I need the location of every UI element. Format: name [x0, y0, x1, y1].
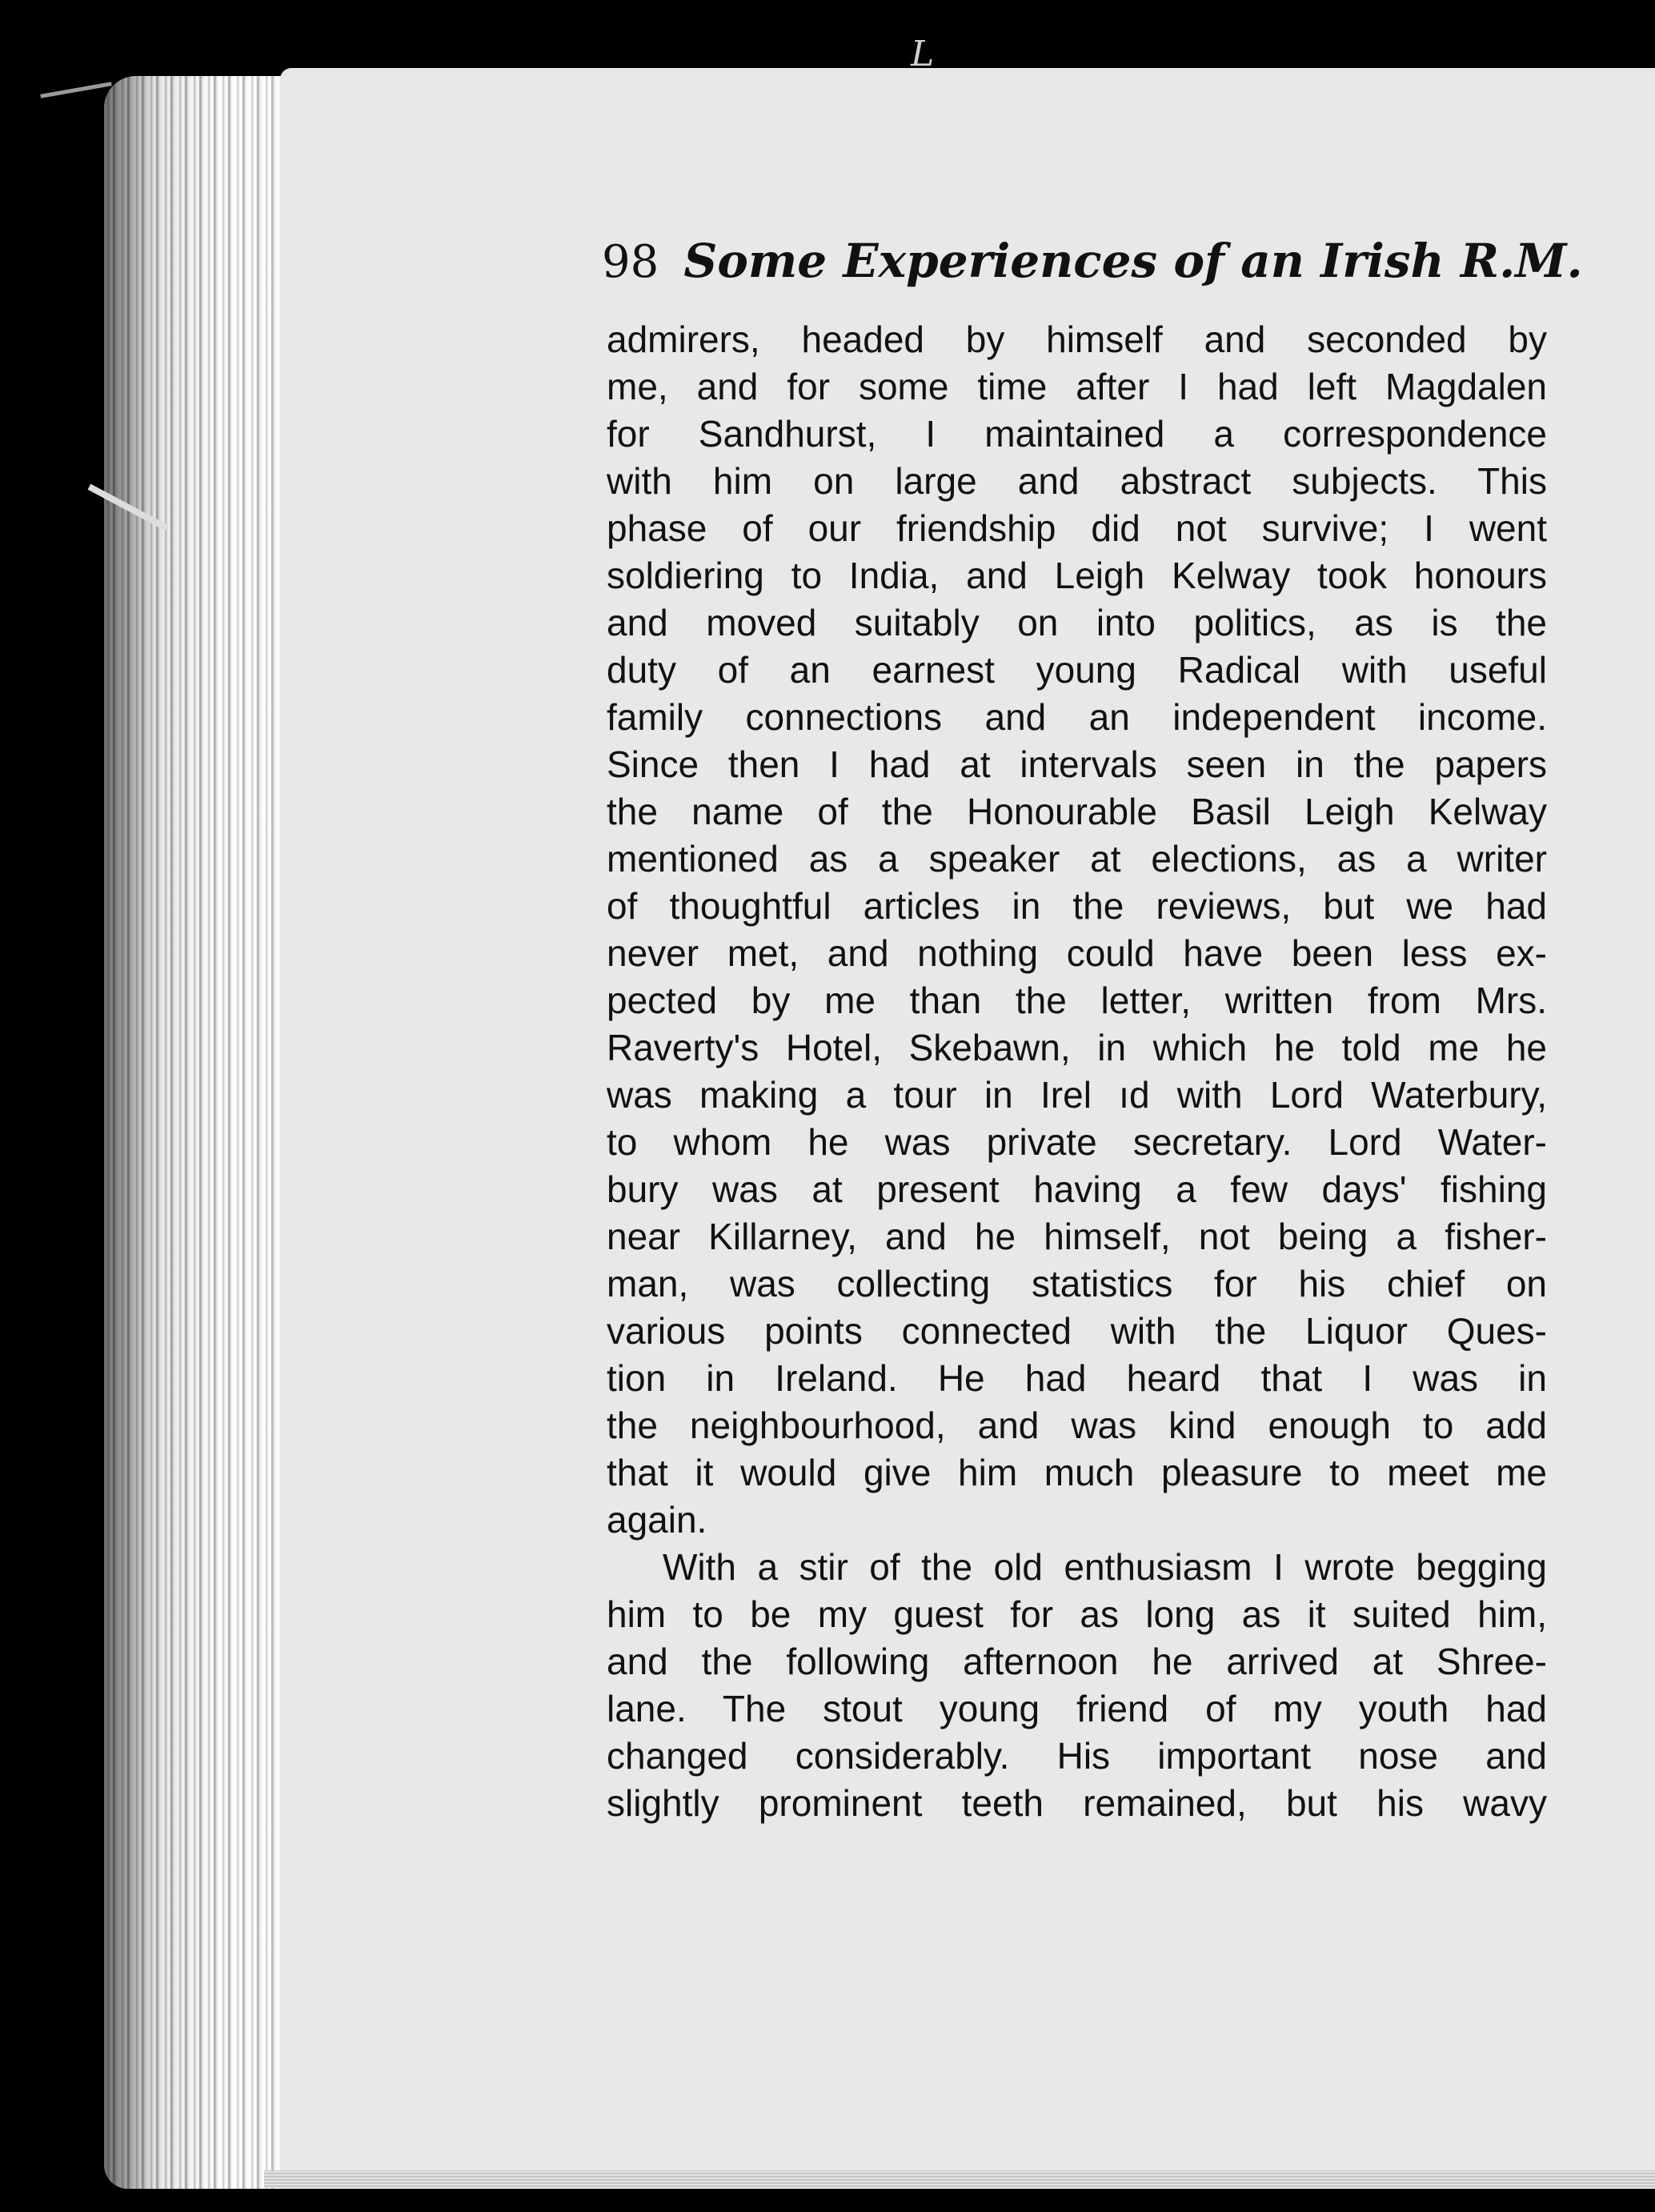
text-line: the neighbourhood, and was kind enough to add — [607, 1405, 1547, 1446]
text-line: that it would give him much pleasure to meet me — [607, 1452, 1547, 1493]
text-line: him to be my guest for as long as it suited him, — [607, 1593, 1547, 1635]
page-number: 98 — [602, 236, 659, 288]
body-text — [607, 316, 1547, 1827]
text-line: never met, and nothing could have been less ex- — [607, 932, 1547, 974]
text-line: slightly prominent teeth remained, but his wavy — [607, 1782, 1547, 1824]
text-line: man, was collecting statistics for his chief on — [607, 1263, 1547, 1304]
text-line: near Killarney, and he himself, not being a fisher- — [607, 1216, 1547, 1257]
text-line: lane. The stout young friend of my youth had — [607, 1688, 1547, 1729]
text-line: me, and for some time after I had left Magdalen — [607, 366, 1547, 407]
text-line: Raverty's Hotel, Skebawn, in which he told me he — [607, 1027, 1547, 1068]
running-header — [602, 234, 1583, 298]
text-line: pected by me than the letter, written from Mrs. — [607, 980, 1547, 1021]
text-line: With a stir of the old enthusiasm I wrote begging — [663, 1546, 1547, 1588]
scan-artifact — [40, 82, 112, 98]
text-line: for Sandhurst, I maintained a correspondence — [607, 413, 1547, 455]
text-line: with him on large and abstract subjects. This — [607, 460, 1547, 502]
text-line: soldiering to India, and Leigh Kelway took honours — [607, 555, 1547, 596]
text-line: to whom he was private secretary. Lord Water- — [607, 1121, 1547, 1163]
running-title: Some Experiences of an Irish R.M. — [683, 234, 1583, 288]
text-line: various points connected with the Liquor Ques- — [607, 1310, 1547, 1352]
text-line: changed considerably. His important nose and — [607, 1735, 1547, 1777]
text-line: Since then I had at intervals seen in the papers — [607, 743, 1547, 785]
text-line: of thoughtful articles in the reviews, but we had — [607, 885, 1547, 927]
text-line: the name of the Honourable Basil Leigh Kelway — [607, 791, 1547, 832]
text-line: phase of our friendship did not survive; I went — [607, 507, 1547, 549]
text-line: admirers, headed by himself and seconded by — [607, 319, 1547, 360]
text-line: and moved suitably on into politics, as is the — [607, 602, 1547, 643]
text-line: again. — [607, 1499, 707, 1541]
text-line: tion in Ireland. He had heard that I was in — [607, 1357, 1547, 1399]
text-line: and the following afternoon he arrived at Shree- — [607, 1641, 1547, 1682]
text-line: bury was at present having a few days' fishing — [607, 1168, 1547, 1210]
top-pencil-mark: L — [911, 34, 935, 74]
text-line: family connections and an independent income. — [607, 696, 1547, 738]
page-bottom-edge — [264, 2170, 1655, 2188]
text-line: duty of an earnest young Radical with useful — [607, 649, 1547, 691]
text-line: was making a tour in Irel ıd with Lord Waterbury, — [607, 1074, 1547, 1116]
text-line: mentioned as a speaker at elections, as a writer — [607, 838, 1547, 880]
